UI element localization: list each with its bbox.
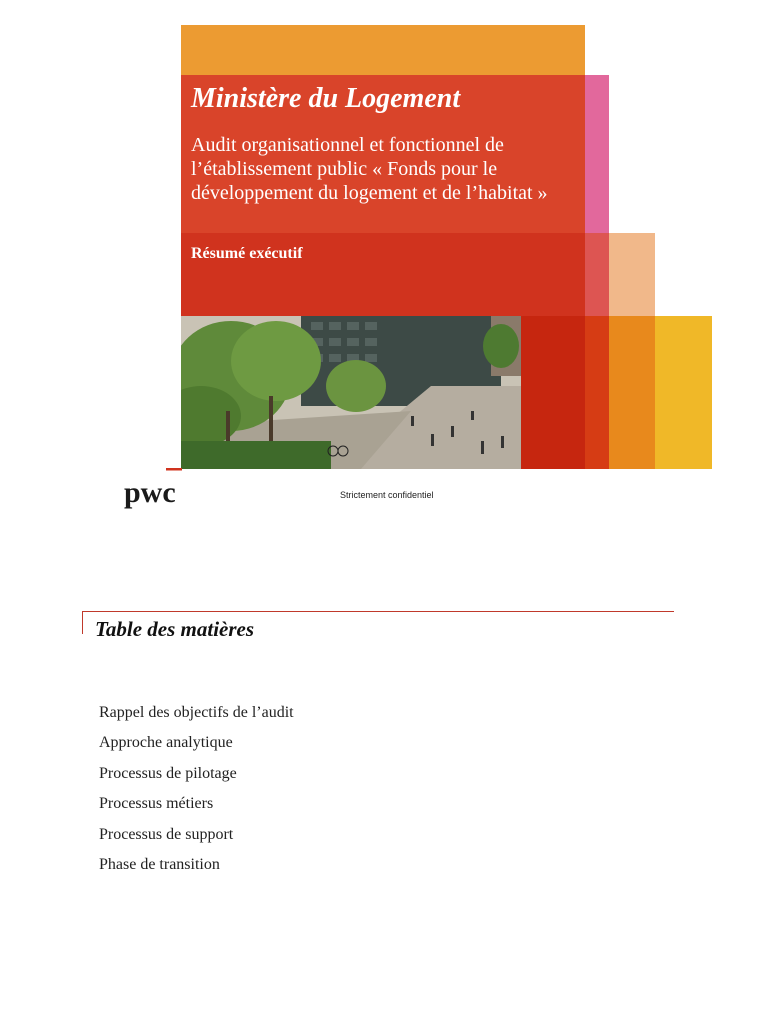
toc-item: Processus métiers: [99, 795, 214, 813]
toc-list: [99, 698, 294, 880]
cover-orange-strip: [609, 316, 655, 469]
cover-subtitle: Audit organisationnel et fonctionnel de l’établissement public « Fonds pour le développement du logement et de l’habitat »: [191, 134, 548, 204]
pwc-logo: [122, 468, 194, 510]
toc-title: Table des matières: [95, 617, 255, 641]
cover-title: Ministère du Logement: [191, 83, 461, 114]
cover-rose-block: [585, 233, 609, 316]
toc-item: Processus de support: [99, 825, 234, 843]
toc-item: Approche analytique: [99, 734, 233, 752]
cover-red-strip: [585, 316, 609, 469]
toc-item: Processus de pilotage: [99, 764, 237, 782]
cover-peach-block: [609, 233, 655, 316]
cover-orange-block: [181, 25, 585, 75]
cover-photo: [181, 316, 521, 469]
svg-text:pwc: pwc: [124, 476, 176, 509]
toc-item: Rappel des objectifs de l’audit: [99, 704, 294, 721]
toc-divider: [82, 611, 674, 612]
cover-dark-red-block: [521, 316, 585, 469]
cover-yellow-block: [655, 316, 712, 469]
cover-pink-block: [585, 75, 609, 233]
confidentiality-label: Strictement confidentiel: [340, 490, 434, 500]
cover-doc-type: Résumé exécutif: [191, 245, 303, 262]
toc-item: Phase de transition: [99, 856, 220, 874]
toc-divider-tick: [82, 612, 83, 634]
